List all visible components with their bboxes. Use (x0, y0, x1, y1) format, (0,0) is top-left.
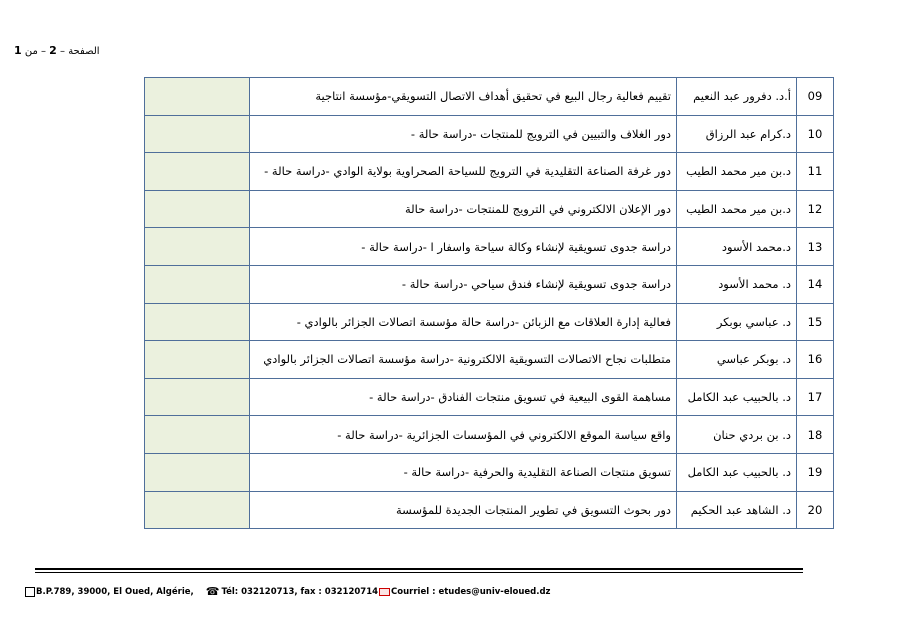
empty-cell (145, 416, 250, 454)
empty-cell (145, 228, 250, 266)
supervisor-name: د. محمد الأسود (677, 265, 797, 303)
row-number: 17 (797, 378, 834, 416)
supervisor-name: د.محمد الأسود (677, 228, 797, 266)
supervisor-name: د. عباسي بوبكر (677, 303, 797, 341)
supervisor-name: د. بوبكر عباسي (677, 341, 797, 379)
footer (25, 585, 551, 598)
phone-icon: ☎ (205, 585, 220, 598)
empty-cell (145, 153, 250, 191)
table-row (145, 265, 834, 303)
thesis-title: دراسة جدوى تسويقية لإنشاء وكالة سياحة واسفار ا -دراسة حالة - (250, 228, 677, 266)
footer-rule-thin (35, 572, 803, 573)
thesis-title: دور بحوث التسويق في تطوير المنتجات الجديدة للمؤسسة (250, 491, 677, 529)
row-number: 11 (797, 153, 834, 191)
mail-icon (379, 588, 390, 596)
empty-cell (145, 190, 250, 228)
footer-address: B.P.789, 39000, El Oued, Algérie, (36, 586, 194, 597)
supervisor-name: د. الشاهد عبد الحكيم (677, 491, 797, 529)
supervisor-name: د.بن مير محمد الطيب (677, 190, 797, 228)
row-number: 09 (797, 78, 834, 116)
page-number: الصفحة – 2 – من 1 (14, 44, 100, 57)
table-row (145, 115, 834, 153)
theses-table-body (145, 78, 834, 529)
footer-phone-fax: Tél: 032120713, fax : 032120714 (221, 586, 379, 597)
supervisor-name: د.بن مير محمد الطيب (677, 153, 797, 191)
supervisor-name: د. بالحبيب عبد الكامل (677, 453, 797, 491)
thesis-title: تسويق منتجات الصناعة التقليدية والحرفية -دراسة حالة - (250, 453, 677, 491)
supervisor-name: د.كرام عبد الرزاق (677, 115, 797, 153)
supervisor-name: د. بن بردي حنان (677, 416, 797, 454)
table-row (145, 78, 834, 116)
thesis-title: دراسة جدوى تسويقية لإنشاء فندق سياحي -دراسة حالة - (250, 265, 677, 303)
box-icon (25, 587, 35, 597)
page-sep: من (24, 46, 38, 57)
supervisor-name: د. بالحبيب عبد الكامل (677, 378, 797, 416)
row-number: 19 (797, 453, 834, 491)
empty-cell (145, 341, 250, 379)
row-number: 13 (797, 228, 834, 266)
supervisor-name: أ.د. دفرور عبد النعيم (677, 78, 797, 116)
table-row (145, 416, 834, 454)
page-prefix: الصفحة (68, 46, 100, 57)
row-number: 14 (797, 265, 834, 303)
row-number: 16 (797, 341, 834, 379)
empty-cell (145, 491, 250, 529)
footer-rule-thick (35, 568, 803, 570)
page-current: 2 (49, 44, 57, 57)
empty-cell (145, 303, 250, 341)
thesis-title: متطلبات نجاح الاتصالات التسويقية الالكترونية -دراسة مؤسسة اتصالات الجزائر بالوادي (250, 341, 677, 379)
row-number: 20 (797, 491, 834, 529)
thesis-title: تقييم فعالية رجال البيع في تحقيق أهداف الاتصال التسويقي-مؤسسة انتاجية (250, 78, 677, 116)
footer-email: Courriel : etudes@univ-eloued.dz (391, 586, 551, 597)
table-row (145, 453, 834, 491)
empty-cell (145, 115, 250, 153)
thesis-title: دور الغلاف والتبيين في الترويج للمنتجات -دراسة حالة - (250, 115, 677, 153)
table-row (145, 228, 834, 266)
thesis-title: مساهمة القوى البيعية في تسويق منتجات الفنادق -دراسة حالة - (250, 378, 677, 416)
row-number: 18 (797, 416, 834, 454)
row-number: 10 (797, 115, 834, 153)
table-row (145, 341, 834, 379)
table-row (145, 378, 834, 416)
empty-cell (145, 453, 250, 491)
table-row (145, 153, 834, 191)
table-row (145, 303, 834, 341)
thesis-title: دور غرفة الصناعة التقليدية في الترويج للسياحة الصحراوية بولاية الوادي -دراسة حالة - (250, 153, 677, 191)
row-number: 15 (797, 303, 834, 341)
empty-cell (145, 78, 250, 116)
empty-cell (145, 378, 250, 416)
thesis-title: فعالية إدارة العلاقات مع الزبائن -دراسة حالة مؤسسة اتصالات الجزائر بالوادي - (250, 303, 677, 341)
table-row (145, 491, 834, 529)
row-number: 12 (797, 190, 834, 228)
table-row (145, 190, 834, 228)
theses-table (144, 77, 834, 529)
thesis-title: دور الإعلان الالكتروني في الترويج للمنتجات -دراسة حالة (250, 190, 677, 228)
page-total: 1 (14, 44, 22, 57)
empty-cell (145, 265, 250, 303)
thesis-title: واقع سياسة الموقع الالكتروني في المؤسسات الجزائرية -دراسة حالة - (250, 416, 677, 454)
